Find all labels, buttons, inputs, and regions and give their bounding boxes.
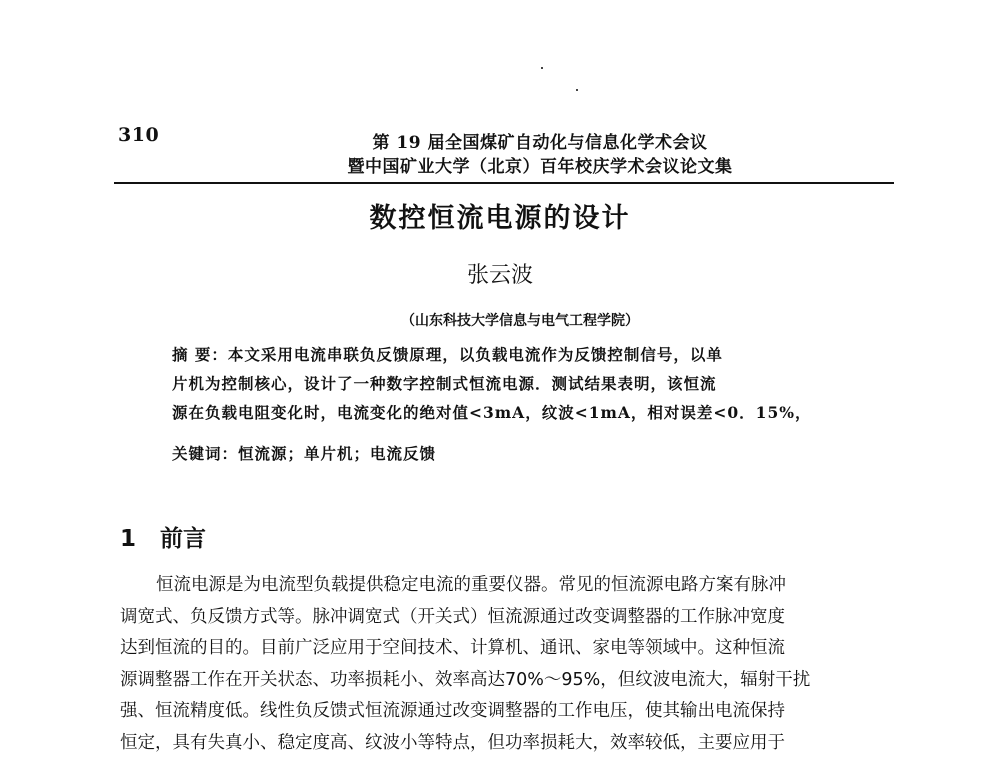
body-line: 调宽式、负反馈方式等。脉冲调宽式（开关式）恒流源通过改变调整器的工作脉冲宽度 bbox=[120, 606, 785, 627]
body-line: 恒定，具有失真小、稳定度高、纹波小等特点，但功率损耗大，效率较低，主要应用于 bbox=[120, 732, 785, 753]
body-line: 达到恒流的目的。目前广泛应用于空间技术、计算机、通讯、家电等领域中。这种恒流 bbox=[120, 638, 785, 658]
paper-title: 数控恒流电源的设计 bbox=[369, 203, 631, 234]
section-heading bbox=[120, 520, 206, 553]
scan-speck bbox=[576, 89, 578, 91]
abstract-line: 片机为控制核心，设计了一种数字控制式恒流电源．测试结果表明，该恒流 bbox=[172, 374, 717, 393]
conference-title-line-1: 第 19 届全国煤矿自动化与信息化学术会议 bbox=[372, 133, 708, 153]
body-line: 恒流电源是为电流型负载提供稳定电流的重要仪器。常见的恒流源电路方案有脉冲 bbox=[156, 575, 786, 595]
abstract bbox=[172, 340, 872, 427]
scan-speck bbox=[541, 67, 543, 69]
section-body bbox=[120, 570, 890, 759]
keywords: 关键词：恒流源；单片机；电流反馈 bbox=[172, 444, 437, 463]
body-line: 强、恒流精度低。线性负反馈式恒流源通过改变调整器的工作电压，使其输出电流保持 bbox=[120, 701, 785, 721]
body-line: 源调整器工作在开关状态、功率损耗小、效率高达70%～95%，但纹波电流大，辐射干扰 bbox=[120, 669, 811, 690]
page-number: 310 bbox=[118, 124, 160, 146]
abstract-line: 摘 要：本文采用电流串联负反馈原理，以负载电流作为反馈控制信号，以单 bbox=[172, 345, 723, 364]
author-affiliation: （山东科技大学信息与电气工程学院） bbox=[401, 313, 639, 329]
author-name: 张云波 bbox=[466, 263, 533, 288]
section-number: 1 bbox=[120, 526, 137, 552]
section-title: 前言 bbox=[160, 526, 206, 552]
header-rule bbox=[114, 182, 894, 184]
abstract-line: 源在负载电阻变化时，电流变化的绝对值<3mA，纹波<1mA，相对误差<0．15%， bbox=[172, 403, 812, 422]
conference-title-line-2: 暨中国矿业大学（北京）百年校庆学术会议论文集 bbox=[347, 157, 733, 177]
